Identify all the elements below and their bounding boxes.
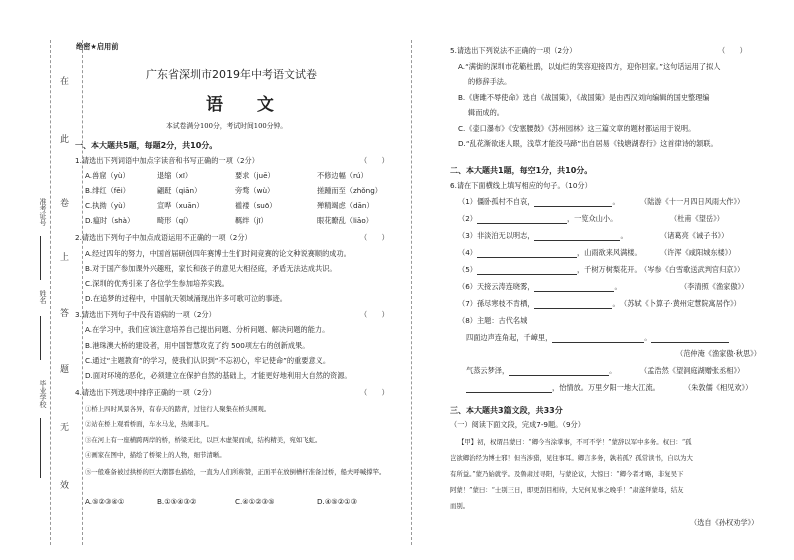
binding-line-outer bbox=[50, 40, 51, 545]
q1-option-d-word: 眼花瞭乱（liāo） bbox=[317, 216, 373, 225]
q1-option-c-word: 宣哗（xuān） bbox=[157, 201, 204, 210]
q4-stem: 4.请选出下列选项中排序正确的一项（2分） bbox=[75, 388, 216, 397]
q6-source-6: （李清照《渔家傲》） bbox=[680, 282, 749, 291]
q1-option-b-word: 旁骛（wù） bbox=[235, 186, 275, 195]
q6-line-8c: ，怡情放。万里夕阳一地大江流。 bbox=[466, 383, 660, 393]
q6-blank-1[interactable] bbox=[534, 198, 612, 207]
q6-stem: 6.请在下面横线上填写相应的句子。（10分） bbox=[450, 181, 592, 190]
q6-blank-7[interactable] bbox=[534, 300, 612, 309]
q4-option-a[interactable]: A.⑤②③④① bbox=[85, 497, 125, 506]
q6-line-4: （4） ，山雨欲来风满楼。 bbox=[458, 248, 642, 257]
q1-option-b-word: 搓踵而至（zhǒng） bbox=[317, 186, 382, 195]
q1-option-a-word: 要求（juē） bbox=[235, 171, 275, 180]
passage-line-4: 阿蒙！”蒙曰：“士别三日，即更刮目相待，大兄何见事之晚乎！”肃遂拜蒙母，结友 bbox=[450, 486, 684, 494]
section-3-title: 三、本大题共3篇文段，共33分 bbox=[450, 406, 563, 415]
field-name[interactable] bbox=[40, 316, 42, 360]
q1-option-a[interactable]: A.兽窟（yù） bbox=[85, 171, 130, 180]
q6-source-8a: （范仲淹《渔家傲·秋思》） bbox=[676, 349, 761, 358]
q1-option-a-word: 退缩（xī） bbox=[157, 171, 193, 180]
q6-blank-8b[interactable] bbox=[651, 334, 729, 343]
q6-line-5: （5） ，千树万树梨花开。 bbox=[458, 265, 642, 274]
q2-option-b[interactable]: B.对于国产参加课外兴趣班，家长和孩子的意见大相径庭，矛盾无法达成共识。 bbox=[85, 264, 337, 273]
q3-option-b[interactable]: B.港珠澳大桥的建设者，用中国智慧攻克了约 500项左右的创新成果。 bbox=[85, 341, 310, 350]
binding-char: 答 bbox=[60, 309, 70, 319]
q4-item-1: ①桥上四时风景各异，有春天的踏青，过往行人聚集在桥头围观。 bbox=[85, 405, 271, 413]
secret-mark: 绝密★启用前 bbox=[76, 42, 119, 51]
q6-blank-6[interactable] bbox=[534, 283, 614, 292]
q3-option-a[interactable]: A.在学习中，我们应该注意培养自己提出问题、分析问题、解决问题的能力。 bbox=[85, 325, 330, 334]
q5-stem: 5.请选出下列说法不正确的一项（2分） bbox=[450, 46, 577, 55]
q5-option-a[interactable]: A.“满街的深圳市花簕杜鹃，以灿烂的笑容迎接四方，迎你回家。”这句话运用了拟人 bbox=[458, 62, 721, 71]
q6-line-1: （1）僵卧孤村不自哀， 。 bbox=[458, 197, 620, 206]
q4-item-5: ⑤一般难备被过拱桥的巨大潮都也描绘，一直为人们所称赞，正面平在放倒槽杆准备过桥，船夫呼喊撑竿。 bbox=[85, 468, 386, 476]
q3-answer-box[interactable]: （ ） bbox=[360, 310, 389, 319]
q6-blank-8d[interactable] bbox=[466, 384, 552, 393]
q4-item-3: ③在河上有一座横跨两岸的桥，桥梁无比，以巨木虚架而成，结构精美，宛如飞虹。 bbox=[85, 436, 322, 444]
q6-blank-8c[interactable] bbox=[509, 367, 609, 376]
label-exam-number: 准考证号 bbox=[39, 198, 47, 226]
label-name: 姓名 bbox=[39, 290, 47, 304]
exam-note: 本试卷满分100分，考试时间100分钟。 bbox=[166, 122, 288, 130]
passage-line-3: 有所益。”蒙乃始就学。及鲁肃过寻阳，与蒙论议，大惊曰：“卿今者才略，非复吴下 bbox=[450, 470, 684, 478]
binding-char: 无 bbox=[60, 423, 70, 433]
q2-option-c[interactable]: C.深圳的优秀引来了各位学生参加培养实践。 bbox=[85, 279, 229, 288]
q2-stem: 2.请选出下列句子中加点成语运用不正确的一项（2分） bbox=[75, 233, 252, 242]
q3-option-d[interactable]: D.面对环境的恶化，必须建立在保护自然的基础上，才能更好地利用大自然的资源。 bbox=[85, 371, 352, 380]
section-2-title: 二、本大题共1题，每空1分，共10分。 bbox=[450, 166, 593, 175]
q6-blank-8a[interactable] bbox=[552, 334, 644, 343]
q1-option-d-word: 羁绊（jī） bbox=[235, 216, 268, 225]
q1-option-d-word: 畸形（qí） bbox=[157, 216, 193, 225]
q6-blank-2[interactable] bbox=[477, 215, 567, 224]
q6-line-6: （6）天接云涛连晓雾， 。 bbox=[458, 282, 622, 291]
label-school: 毕业学校 bbox=[39, 380, 47, 408]
q1-option-c[interactable]: C.执拗（yù） bbox=[85, 201, 130, 210]
q5-option-a-cont: 的修辞手法。 bbox=[468, 77, 512, 86]
q6-line-8: （8）主题：古代名城 bbox=[458, 316, 528, 325]
q2-option-a[interactable]: A.经过四年的努力，中国首届研创四年赛博士生们时间竞赛的论文种说赛顺的成功。 bbox=[85, 249, 351, 258]
q6-blank-3[interactable] bbox=[534, 232, 620, 241]
q5-option-b-cont: 辑而成的。 bbox=[468, 108, 504, 117]
q1-option-c-word: 褴褛（suō） bbox=[235, 201, 277, 210]
q5-option-c[interactable]: C.《壶口瀑布》《安塞腰鼓》《苏州园林》这三篇文章的题材都运用于说明。 bbox=[458, 124, 696, 133]
q6-blank-4[interactable] bbox=[477, 249, 577, 258]
q1-answer-box[interactable]: （ ） bbox=[360, 156, 389, 165]
q6-source-4: （许浑《咸阳城东楼》） bbox=[660, 248, 736, 257]
q6-source-3: （诸葛亮《诫子书》） bbox=[660, 231, 729, 240]
binding-char: 卷 bbox=[60, 199, 70, 209]
q5-option-d[interactable]: D.“乱花渐欲迷人眼，浅草才能没马蹄”出自居易《钱塘湖春行》这首律诗的颔联。 bbox=[458, 139, 718, 148]
field-exam-number[interactable] bbox=[40, 236, 42, 280]
subject-title: 语 文 bbox=[206, 95, 288, 115]
q6-source-1: （陆游《十一月四日风雨大作》） bbox=[640, 197, 745, 206]
passage-source: （选自《孙权劝学》） bbox=[690, 518, 759, 527]
q3-option-c[interactable]: C.通过“主题教育”的学习，使我们认识到“不忘初心，牢记使命”的重要意义。 bbox=[85, 356, 331, 365]
binding-char: 此 bbox=[60, 135, 70, 145]
binding-char: 上 bbox=[60, 253, 70, 263]
q5-answer-box[interactable]: （ ） bbox=[718, 46, 747, 55]
field-school[interactable] bbox=[40, 418, 42, 478]
passage-line-2: 岂欲卿治经为博士邪！但当涉猎，见往事耳。卿言多务，孰若孤？孤常读书，自以为大 bbox=[450, 454, 693, 462]
q2-option-d[interactable]: D.在追梦的过程中，中国航天领域涌现出许多可歌可泣的事迹。 bbox=[85, 294, 287, 303]
q4-item-2: ②站在桥上观看桥面，车水马龙，热闹非凡。 bbox=[85, 420, 213, 428]
q1-option-b[interactable]: B.绯红（fēi） bbox=[85, 186, 130, 195]
q5-option-b[interactable]: B.《唐雎不辱使命》选自《战国策》，《战国策》是由西汉刘向编辑的国史整理编 bbox=[458, 93, 710, 102]
exam-title: 广东省深圳市2019年中考语文试卷 bbox=[146, 68, 317, 81]
binding-line-inner bbox=[82, 40, 83, 545]
q1-option-c-word: 殚精竭虑（dān） bbox=[317, 201, 374, 210]
q6-source-5: （岑参《白雪歌送武判官归京》） bbox=[640, 265, 745, 274]
binding-char: 题 bbox=[60, 365, 70, 375]
sub-section-1-title: （一）阅读下面文段，完成7-9题。（9分） bbox=[450, 420, 585, 429]
q6-line-8b: 气蒸云梦泽， 。 bbox=[466, 366, 617, 375]
q3-stem: 3.请选出下列句子中没有语病的一项（2分） bbox=[75, 310, 216, 319]
binding-char: 效 bbox=[60, 481, 70, 491]
q4-answer-box[interactable]: （ ） bbox=[360, 388, 389, 397]
q1-option-b-word: 翩跹（qiān） bbox=[157, 186, 202, 195]
passage-line-5: 而别。 bbox=[450, 502, 470, 510]
binding-char: 在 bbox=[60, 77, 70, 87]
passage-line-1: 【甲】初，权谓吕蒙曰：“卿今当涂掌事，不可不学！”蒙辞以军中多务。权曰：“孤 bbox=[458, 438, 692, 446]
center-divider bbox=[411, 40, 412, 545]
q2-answer-box[interactable]: （ ） bbox=[360, 233, 389, 242]
q1-stem: 1.请选出下列词语中加点字读音和书写正确的一项（2分） bbox=[75, 156, 259, 165]
q6-blank-5[interactable] bbox=[477, 266, 577, 275]
section-1-title: 一、本大题共5题，每题2分，共10分。 bbox=[75, 141, 218, 150]
q4-option-d[interactable]: D.④⑤②①③ bbox=[317, 497, 358, 506]
q4-option-b[interactable]: B.①⑤④③② bbox=[157, 497, 197, 506]
q6-line-2: （2） ，一览众山小。 bbox=[458, 214, 618, 223]
q1-option-a-word: 不修边幅（rú） bbox=[317, 171, 368, 180]
q6-line-3: （3）非淡泊无以明志， 。 bbox=[458, 231, 628, 240]
q6-source-7: （苏轼《卜算子·黄州定慧院寓居作》） bbox=[620, 299, 741, 308]
q6-source-2: （杜甫《望岳》） bbox=[670, 214, 724, 223]
q1-option-d[interactable]: D.瘟时（shà） bbox=[85, 216, 135, 225]
q4-item-4: ④画家在图中，描绘了桥梁上的人物，细节清晰。 bbox=[85, 451, 226, 459]
q6-source-8b: （孟浩然《望洞庭湖赠张丞相》） bbox=[640, 366, 745, 375]
q6-line-7: （7）孫尽寒枝不肯栖， 。 bbox=[458, 299, 620, 308]
q6-line-8a: 四面边声连角起，千嶂里， 。 bbox=[466, 333, 729, 343]
q4-option-c[interactable]: C.④①②③⑤ bbox=[235, 497, 275, 506]
q6-source-8c: （朱敦儒《相见欢》） bbox=[684, 383, 753, 392]
